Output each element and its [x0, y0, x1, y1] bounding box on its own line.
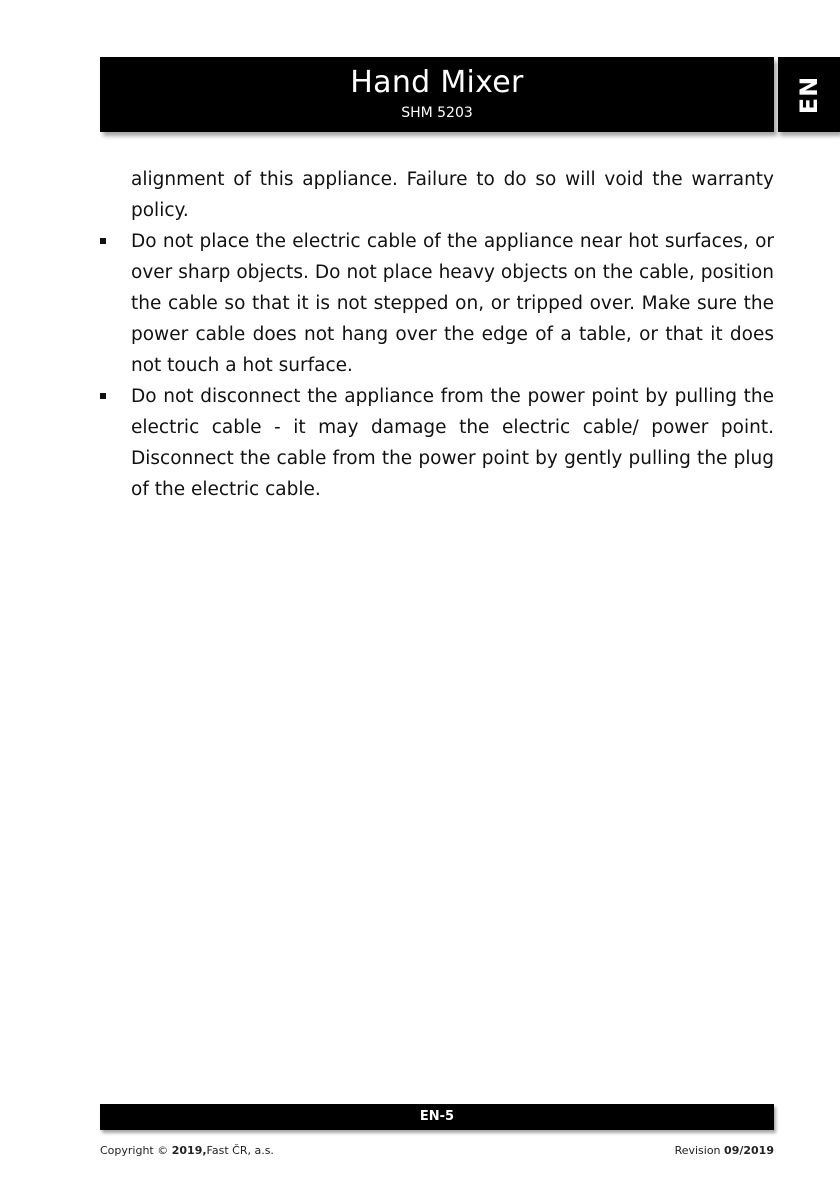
copyright-notice	[100, 1144, 274, 1157]
body-content	[98, 164, 774, 505]
continued-paragraph: alignment of this appliance. Failure to do so will void the warranty policy.	[131, 169, 774, 221]
revision-notice	[675, 1144, 774, 1157]
model-number: SHM 5203	[401, 105, 473, 121]
copyright-year: 2019,	[171, 1144, 207, 1157]
square-bullet-icon	[100, 393, 106, 399]
language-tab	[778, 57, 840, 132]
square-bullet-icon	[100, 238, 106, 244]
footer-bar	[100, 1104, 774, 1130]
list-item	[98, 381, 774, 505]
page-number: EN-5	[419, 1109, 455, 1124]
revision-value: 09/2019	[724, 1144, 774, 1157]
list-item	[98, 226, 774, 381]
list-item-text: Do not disconnect the appliance from the power point by pulling the electric cable - it may damage the electric cable/ power point. Disconnect the cable from the power point by gently pulling the plug of the electric cable.	[131, 386, 774, 500]
document-title: Hand Mixer	[350, 65, 524, 100]
company-name: Fast ČR, a.s.	[206, 1144, 274, 1157]
copyright-prefix: Copyright ©	[100, 1144, 169, 1157]
language-label: EN	[795, 75, 823, 114]
list-item-text: Do not place the electric cable of the appliance near hot surfaces, or over sharp objects. Do not place heavy objects on the cable, position the cable so that it is not stepped on, or tripped over. Make sure the power cable does not hang over the edge of a table, or that it does not touch a hot surface.	[131, 231, 774, 376]
revision-label: Revision	[674, 1144, 721, 1157]
header-bar	[100, 57, 774, 132]
